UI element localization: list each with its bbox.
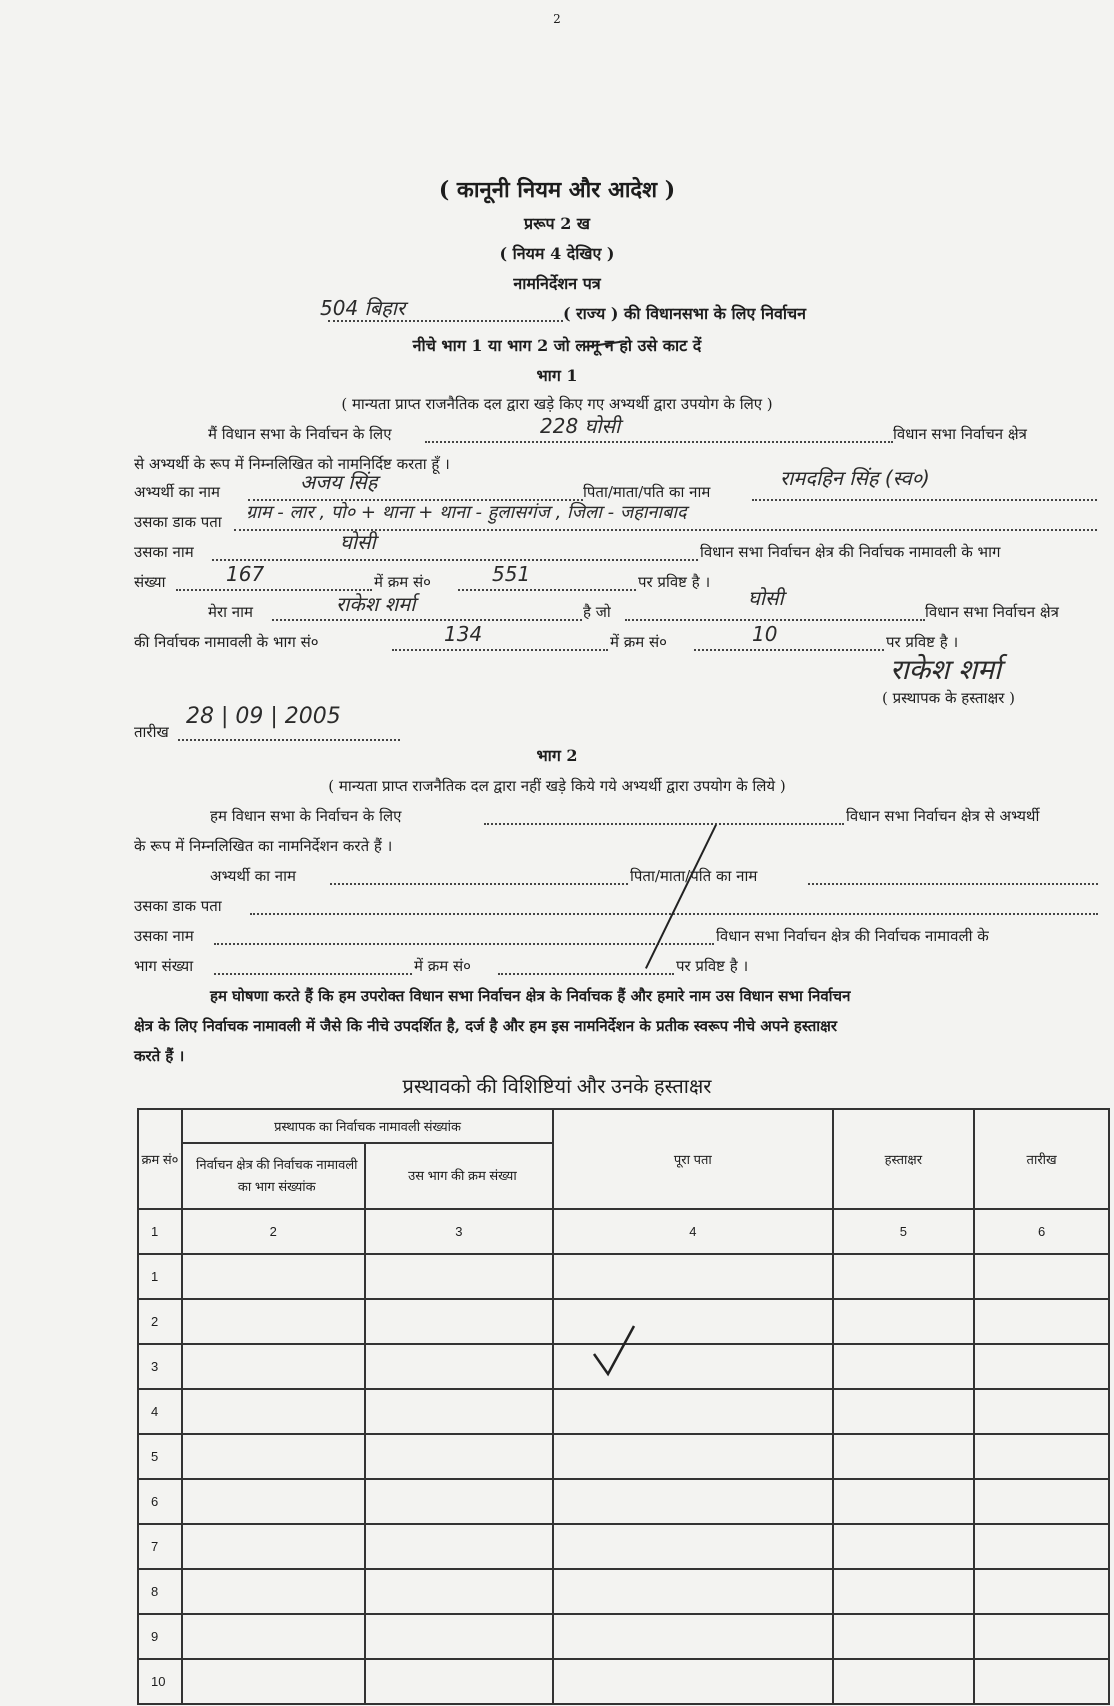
hw-serial-no: 551	[492, 562, 531, 586]
p2-father-blank	[808, 883, 1098, 885]
p2-part-label: भाग संख्या	[134, 957, 194, 975]
row-number: 6	[138, 1479, 182, 1524]
cell	[365, 1659, 554, 1704]
cell	[365, 1389, 554, 1434]
p2-candidate-label: अभ्यर्थी का नाम	[210, 867, 296, 885]
roll-label: विधान सभा निर्वाचन क्षेत्र की निर्वाचक नामावली के भाग	[700, 543, 1001, 561]
header-roll-group: प्रस्थापक का निर्वाचक नामावली संख्यांक	[182, 1109, 553, 1143]
part1-line1a: मैं विधान सभा के निर्वाचन के लिए	[208, 425, 392, 443]
cell	[365, 1569, 554, 1614]
form-number: प्ररूप 2 ख	[524, 214, 590, 233]
cell	[182, 1434, 365, 1479]
header-serial: क्रम सं०	[138, 1109, 182, 1209]
cell	[553, 1524, 832, 1569]
row-number: 8	[138, 1569, 182, 1614]
cell	[365, 1614, 554, 1659]
part2-line1a: हम विधान सभा के निर्वाचन के लिए	[210, 807, 402, 825]
date-blank	[178, 739, 400, 741]
document-type: नामनिर्देशन पत्र	[513, 274, 601, 293]
cell	[833, 1614, 975, 1659]
p2-entered-label: पर प्रविष्ट है ।	[676, 957, 749, 975]
part2-purpose: ( मान्यता प्राप्त राजनैतिक दल द्वारा नहीं खड़े किये गये अभ्यर्थी द्वारा उपयोग के लिये )	[328, 777, 786, 795]
part1-purpose: ( मान्यता प्राप्त राजनैतिक दल द्वारा खड़े किए गए अभ्यर्थी द्वारा उपयोग के लिए )	[341, 395, 773, 413]
page-marker: 2	[553, 12, 561, 26]
col-number: 2	[182, 1209, 365, 1254]
hw-proposer: राकेश शर्मा	[336, 592, 416, 616]
part1-line2: से अभ्यर्थी के रूप में निम्नलिखित को नामनिर्दिष्ट करता हूँ ।	[134, 455, 450, 473]
cell	[974, 1434, 1109, 1479]
cell	[833, 1479, 975, 1524]
table-row	[138, 1389, 1109, 1434]
p2-serial-label: में क्रम सं०	[414, 957, 471, 975]
cell	[974, 1659, 1109, 1704]
my-name-label: मेरा नाम	[208, 603, 253, 621]
header-serial-in-part: उस भाग की क्रम संख्या	[365, 1143, 554, 1209]
cell	[365, 1524, 554, 1569]
table-title: प्रस्थावको की विशिष्टियां और उनके हस्ताक्षर	[402, 1076, 712, 1098]
cell	[182, 1569, 365, 1614]
hw-date: 28 | 09 | 2005	[186, 704, 341, 729]
proposer-part-blank	[392, 649, 608, 651]
proposers-table	[137, 1108, 1110, 1705]
cell	[365, 1254, 554, 1299]
header-address: पूरा पता	[553, 1109, 832, 1209]
cell	[182, 1299, 365, 1344]
p2-roll-label: विधान सभा निर्वाचन क्षेत्र की निर्वाचक नामावली के	[716, 927, 989, 945]
table-row	[138, 1434, 1109, 1479]
cell	[182, 1524, 365, 1569]
cell	[182, 1389, 365, 1434]
serial-blank	[458, 589, 636, 591]
cell	[974, 1479, 1109, 1524]
address-label: उसका डाक पता	[134, 513, 222, 531]
serial-label-2: में क्रम सं०	[610, 633, 667, 651]
part1-line1b: विधान सभा निर्वाचन क्षेत्र	[893, 425, 1027, 443]
strike-instruction: नीचे भाग 1 या भाग 2 जो लागू न हो उसे काट दें	[412, 336, 702, 355]
p2-part-blank	[214, 973, 412, 975]
table-row	[138, 1659, 1109, 1704]
cell	[974, 1389, 1109, 1434]
entered-label-2: पर प्रविष्ट है ।	[886, 633, 959, 651]
header-date: तारीख	[974, 1109, 1109, 1209]
table-row	[138, 1614, 1109, 1659]
row-number: 5	[138, 1434, 182, 1479]
row-number: 4	[138, 1389, 182, 1434]
p2-serial-blank	[498, 973, 674, 975]
constituency-blank	[425, 441, 893, 443]
row-number: 1	[138, 1254, 182, 1299]
cell	[553, 1434, 832, 1479]
declaration-line3: करते हैं ।	[134, 1047, 185, 1065]
cell	[833, 1389, 975, 1434]
hw-constituency-no: 228 घोसी	[540, 414, 621, 438]
form-heading: ( कानूनी नियम और आदेश )	[438, 177, 676, 203]
part2-line1b: विधान सभा निर्वाचन क्षेत्र से अभ्यर्थी	[846, 807, 1040, 825]
entered-label: पर प्रविष्ट है ।	[638, 573, 711, 591]
hw-part-no: 167	[226, 562, 265, 586]
hw-address: ग्राम - लार , पो० + थाना + थाना - हुलासगंज , जिला - जहानाबाद	[246, 502, 687, 523]
part2-cross-out-mark	[645, 824, 717, 969]
p2-candidate-blank	[330, 883, 628, 885]
hw-constituency-name: घोसी	[340, 530, 376, 554]
cell	[833, 1434, 975, 1479]
cell	[365, 1299, 554, 1344]
serial-label: में क्रम सं०	[374, 573, 431, 591]
candidate-name-label: अभ्यर्थी का नाम	[134, 483, 220, 501]
hw-state: 504 बिहार	[320, 296, 406, 320]
p2-father-label: पिता/माता/पति का नाम	[630, 867, 758, 885]
name-label: उसका नाम	[134, 543, 194, 561]
cell	[833, 1659, 975, 1704]
state-line: ( राज्य ) की विधानसभा के लिए निर्वाचन	[563, 304, 807, 323]
cell	[974, 1344, 1109, 1389]
cell	[182, 1614, 365, 1659]
row-number: 7	[138, 1524, 182, 1569]
table-row	[138, 1254, 1109, 1299]
header-signature: हस्ताक्षर	[833, 1109, 975, 1209]
hai-jo-label: है जो	[583, 603, 611, 621]
proposer-serial-blank	[694, 649, 884, 651]
hw-father: रामदहिन सिंह (स्व०)	[780, 466, 930, 490]
father-blank	[752, 499, 1097, 501]
cell	[553, 1569, 832, 1614]
father-name-label: पिता/माता/पति का नाम	[583, 483, 711, 501]
cell	[365, 1344, 554, 1389]
p2-address-label: उसका डाक पता	[134, 897, 222, 915]
part1-label: भाग 1	[536, 366, 578, 385]
table-row	[138, 1479, 1109, 1524]
cell	[833, 1569, 975, 1614]
declaration-line1: हम घोषणा करते हैं कि हम उपरोक्त विधान सभा निर्वाचन क्षेत्र के निर्वाचक हैं और हमारे नाम उस विधान सभा निर्वाचन	[210, 987, 851, 1005]
cell	[553, 1614, 832, 1659]
table-row	[138, 1524, 1109, 1569]
rule-reference: ( नियम 4 देखिए )	[499, 244, 615, 263]
table-row	[138, 1569, 1109, 1614]
cell	[365, 1479, 554, 1524]
cell	[365, 1434, 554, 1479]
cell	[833, 1254, 975, 1299]
hw-proposer-const: घोसी	[748, 586, 784, 610]
col-number: 1	[138, 1209, 182, 1254]
part2-line2: के रूप में निम्नलिखित का नामनिर्देशन करते हैं ।	[134, 837, 393, 855]
cell	[182, 1479, 365, 1524]
cell	[553, 1389, 832, 1434]
cell	[553, 1659, 832, 1704]
col-number: 4	[553, 1209, 832, 1254]
sankhya-label: संख्या	[134, 573, 166, 591]
cell	[553, 1479, 832, 1524]
roll-part-label: की निर्वाचक नामावली के भाग सं०	[134, 633, 319, 651]
row-number: 10	[138, 1659, 182, 1704]
p2-address-blank	[250, 913, 1098, 915]
cell	[974, 1524, 1109, 1569]
part2-label: भाग 2	[536, 746, 578, 765]
cell	[833, 1299, 975, 1344]
cell	[974, 1569, 1109, 1614]
hw-proposer-part: 134	[444, 622, 483, 646]
proposer-const-blank	[625, 619, 925, 621]
proposer-signature: राकेश शर्मा	[890, 653, 1002, 686]
name-blank	[212, 559, 698, 561]
cell	[974, 1254, 1109, 1299]
cell	[974, 1614, 1109, 1659]
col-number: 5	[833, 1209, 975, 1254]
cell	[974, 1299, 1109, 1344]
p2-name-label: उसका नाम	[134, 927, 194, 945]
header-roll-part: निर्वाचन क्षेत्र की निर्वाचक नामावली का भाग संख्यांक	[182, 1143, 365, 1209]
proposer-sig-label: ( प्रस्थापक के हस्ताक्षर )	[882, 689, 1016, 707]
row-number: 9	[138, 1614, 182, 1659]
proposer-blank	[272, 619, 582, 621]
cell	[833, 1344, 975, 1389]
part1-line1b-repeat: विधान सभा निर्वाचन क्षेत्र	[925, 603, 1059, 621]
cell	[182, 1254, 365, 1299]
declaration-line2: क्षेत्र के लिए निर्वाचक नामावली में जैसे कि नीचे उपदर्शित है, दर्ज है और हम इस नामनिर्देशन के प्रतीक स्वरूप नीचे अपने हस्ताक्षर	[134, 1017, 838, 1035]
cell	[182, 1659, 365, 1704]
p2-constituency-blank	[484, 823, 844, 825]
p2-name-blank	[214, 943, 714, 945]
cell	[182, 1344, 365, 1389]
row-number: 2	[138, 1299, 182, 1344]
col-number: 3	[365, 1209, 554, 1254]
col-number: 6	[974, 1209, 1109, 1254]
row-number: 3	[138, 1344, 182, 1389]
tick-mark	[590, 1320, 640, 1380]
hw-candidate: अजय सिंह	[300, 470, 378, 494]
date-label: तारीख	[134, 723, 169, 741]
hw-proposer-serial: 10	[752, 622, 778, 646]
cell	[553, 1254, 832, 1299]
cell	[833, 1524, 975, 1569]
